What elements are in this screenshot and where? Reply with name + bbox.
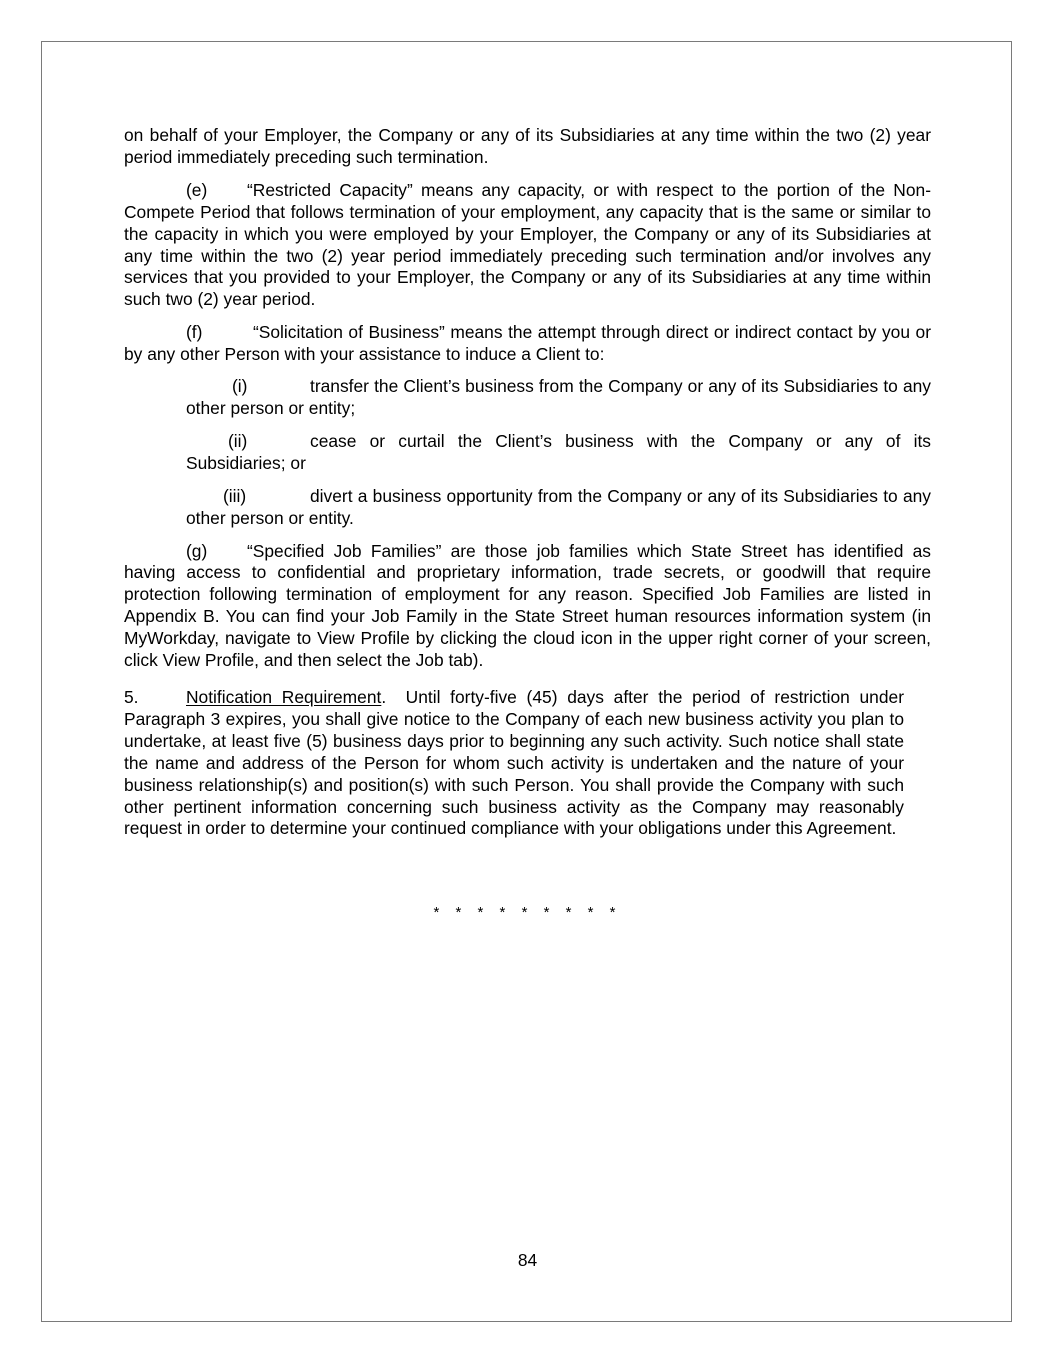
section-5-number: 5.	[124, 687, 139, 707]
sub-item-i-text: transfer the Client’s business from the Company or any of its Subsidiaries to any other person or entity;	[186, 376, 931, 418]
paragraph-g	[124, 541, 931, 672]
sub-item-iii-text: divert a business opportunity from the Company or any of its Subsidiaries to any other person or entity.	[186, 485, 931, 528]
sub-item-iii-label: (iii)	[223, 485, 247, 506]
sub-item-iii	[186, 486, 931, 530]
sub-item-ii-label: (ii)	[228, 430, 248, 451]
paragraph-e-label: (e)	[186, 179, 208, 200]
paragraph-f-text: “Solicitation of Business” means the attempt through direct or indirect contact by you or by any other Person with your assistance to induce a Client to:	[124, 322, 931, 365]
paragraph-g-text: “Specified Job Families” are those job families which State Street has identified as having access to confidential and proprietary information, trade secrets, or goodwill that require protection following termination of employment for any reason. Specified Job Families are listed in Appendix B. You can find your Job Family in the State Street human resources information system (in MyWorkday, navigate to View Profile by clicking the cloud icon in the upper right corner of your screen, click View Profile, and then select the Job tab).	[124, 540, 931, 671]
intro-paragraph: on behalf of your Employer, the Company or any of its Subsidiaries at any time within the two (2) year period immediately preceding such termination.	[124, 125, 931, 167]
section-5-text: Until forty-five (45) days after the period of restriction under Paragraph 3 expires, you shall give notice to the Company of each new business activity you plan to undertake, at least five (5) business days prior to beginning any such activity. Such notice shall state the name and address of the Person for whom such activity is undertaken and the nature of your business relationship(s) and position(s) with such Person. You shall provide the Company with such other pertinent information concerning such business activity as the Company may reasonably request in order to determine your continued compliance with your obligations under this Agreement.	[124, 687, 904, 839]
page-number: 84	[517, 1250, 538, 1270]
section-separator: * * * * * * * * *	[433, 904, 622, 921]
sub-item-i	[186, 376, 931, 420]
section-5-heading-suffix: .	[381, 687, 387, 707]
sub-item-i-label: (i)	[232, 376, 248, 397]
document-body	[124, 125, 931, 672]
sub-item-ii-text: cease or curtail the Client’s business with the Company or any of its Subsidiaries; or	[186, 430, 931, 473]
section-5-paragraph	[124, 687, 904, 840]
sub-item-ii	[186, 431, 931, 475]
paragraph-e-text: “Restricted Capacity” means any capacity, or with respect to the portion of the Non-Compete Period that follows termination of your employment, any capacity that is the same or similar to the capacity in which you were employed by your Employer, the Company or any of its Subsidiaries at any time within the two (2) year period immediately preceding such termination and/or involves any services that you provided to your Employer, the Company or any of its Subsidiaries at any time within such two (2) year period.	[124, 179, 931, 310]
paragraph-f	[124, 322, 931, 366]
section-5	[124, 687, 904, 840]
paragraph-e	[124, 180, 931, 311]
paragraph-f-label: (f)	[186, 322, 203, 343]
paragraph-g-label: (g)	[186, 540, 208, 561]
section-5-heading: Notification Requirement	[186, 687, 382, 707]
